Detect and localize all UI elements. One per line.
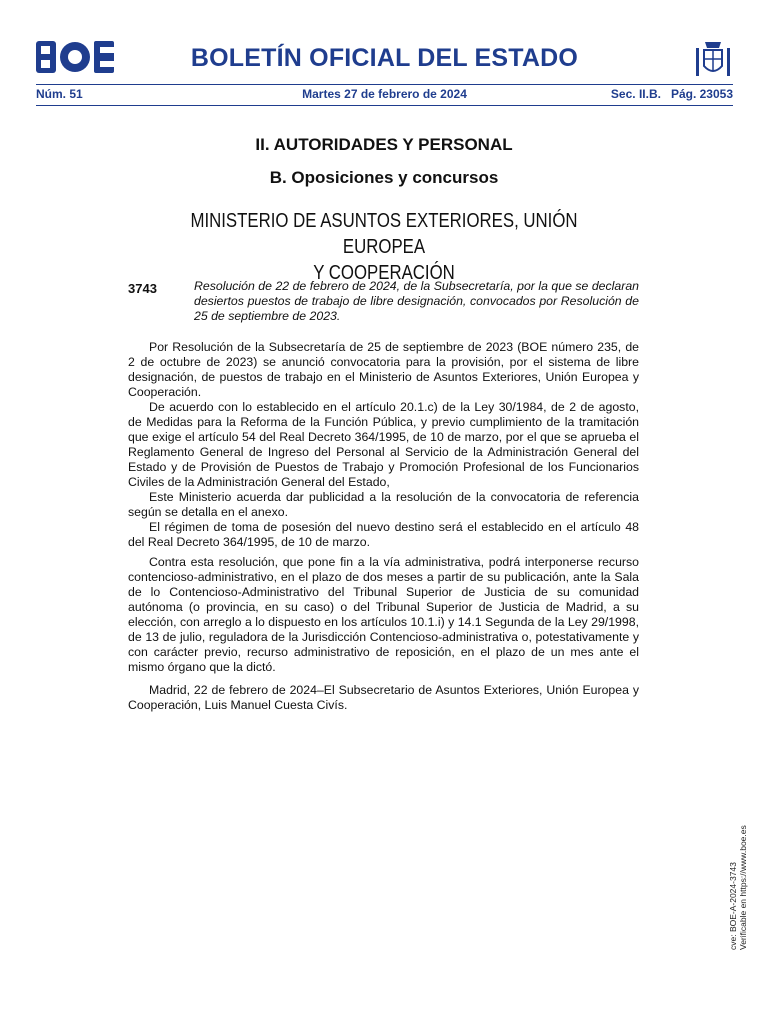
cve-code: cve: BOE-A-2024-3743: [728, 862, 738, 950]
coat-of-arms-icon: [693, 38, 733, 80]
section-subtitle: B. Oposiciones y concursos: [269, 168, 499, 187]
section-title: II. AUTORIDADES Y PERSONAL: [255, 135, 513, 154]
paragraph: De acuerdo con lo establecido en el artículo 20.1.c) de la Ley 30/1984, de 2 de agosto, de Medidas para la Reforma de la Función Pública, y previo cumplimiento de la tramitación que exige el artículo 54 del Real Decreto 364/1995, de 10 de marzo, por el que se aprueba el Reglamento General de Ingreso del Personal al Servicio de la Administración General del Estado y de Provisión de Puestos de Trabajo y Promoción Profesional de los Funcionarios Civiles de la Administración General del Estado,: [128, 400, 639, 489]
issue-number: Núm. 51: [36, 87, 83, 101]
document-number: 3743: [128, 281, 157, 296]
paragraph: Por Resolución de la Subsecretaría de 25 de septiembre de 2023 (BOE número 235, de 2 de octubre de 2023) se anunció convocatoria para la provisión, por el sistema de libre designación, de puestos de trabajo en el Ministerio de Asuntos Exteriores, Unión Europea y Cooperación.: [128, 340, 639, 399]
paragraph: Este Ministerio acuerda dar publicidad a la resolución de la convocatoria de referencia según se detalla en el anexo.: [128, 490, 639, 519]
issue-info-bar: [36, 87, 733, 105]
header-rule-top: [36, 84, 733, 85]
section-page: Sec. II.B. Pág. 23053: [610, 87, 733, 101]
verification-note: [728, 820, 748, 950]
ministry-heading: [162, 208, 606, 286]
paragraph: Contra esta resolución, que pone fin a la vía administrativa, podrá interponerse recurso contencioso-administrativo, en el plazo de dos meses a partir de su publicación, ante la Sala de lo Contencioso-Administrativo del Tribunal Superior de Justicia de su comunidad autónoma (o provincia, en su caso) o del Tribunal Superior de Justicia de Madrid, a su elección, con arreglo a lo dispuesto en los artículos 10.1.i) y 14.1 Segunda de la Ley 29/1998, de 13 de julio, reguladora de la Jurisdicción Contencioso-administrativa o, potestativamente y con carácter previo, recurso administrativo de reposición, en el plazo de un mes ante el mismo órgano que la dictó.: [128, 555, 639, 674]
gazette-header: [36, 38, 733, 84]
signature-block: [128, 683, 639, 713]
ministry-line-1: MINISTERIO DE ASUNTOS EXTERIORES, UNIÓN EUROPEA: [190, 210, 578, 258]
paragraph: El régimen de toma de posesión del nuevo destino será el establecido en el artículo 48 del Real Decreto 364/1995, de 10 de marzo.: [128, 520, 639, 549]
body-block-1: [128, 340, 639, 550]
issue-date: Martes 27 de febrero de 2024: [302, 87, 467, 101]
verification-url: Verificable en https://www.boe.es: [738, 825, 748, 950]
resolution-title: Resolución de 22 de febrero de 2024, de la Subsecretaría, por la que se declaran desiertos puestos de trabajo de libre designación, convocados por Resolución de 25 de septiembre de 2023.: [194, 279, 639, 323]
ministry-line-2: Y COOPERACIÓN: [313, 262, 455, 284]
header-rule-bottom: [36, 105, 733, 106]
signature-paragraph: Madrid, 22 de febrero de 2024–El Subsecretario de Asuntos Exteriores, Unión Europea y Cooperación, Luis Manuel Cuesta Civís.: [128, 683, 639, 712]
body-block-2: [128, 555, 639, 675]
gazette-title: BOLETÍN OFICIAL DEL ESTADO: [190, 44, 579, 72]
